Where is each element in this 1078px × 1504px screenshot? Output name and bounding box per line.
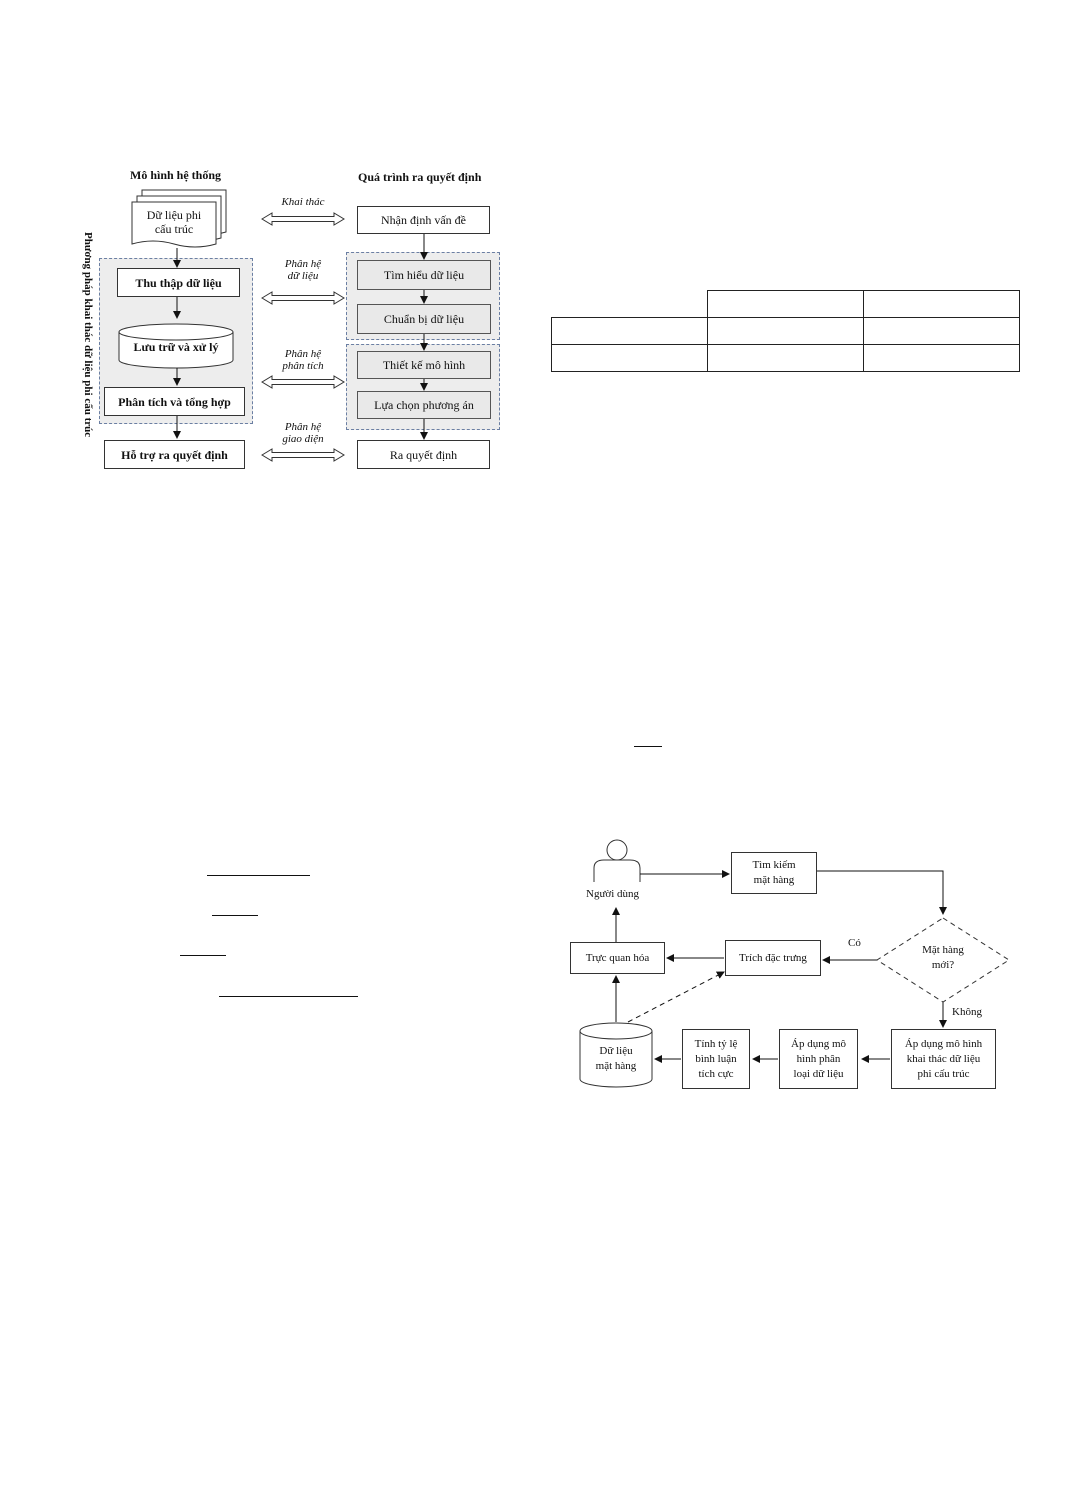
yes-label: Có bbox=[848, 937, 861, 949]
classification-model-box: Áp dụng mô hình phân loại dữ liệu bbox=[779, 1029, 858, 1089]
right-column-header: Quá trình ra quyết định bbox=[358, 170, 482, 184]
extract-features-box: Trích đặc trưng bbox=[725, 940, 821, 976]
positive-ratio-box: Tính tỷ lệ bình luận tích cực bbox=[682, 1029, 750, 1089]
search-items-box: Tìm kiếm mặt hàng bbox=[731, 852, 817, 894]
analyze-summarize-box: Phân tích và tổng hợp bbox=[104, 387, 245, 416]
prepare-data-box: Chuẩn bị dữ liệu bbox=[357, 304, 491, 334]
collect-data-box: Thu thập dữ liệu bbox=[117, 268, 240, 297]
user-icon bbox=[594, 840, 640, 882]
label-interface-subsystem: Phân hệ giao diện bbox=[282, 421, 324, 445]
understand-data-box: Tìm hiểu dữ liệu bbox=[357, 260, 491, 290]
vertical-method-label: Phương pháp khai thác dữ liệu phi cấu trúc bbox=[82, 232, 94, 438]
label-data-subsystem: Phân hệ dữ liệu bbox=[284, 258, 322, 282]
label-exploit: Khai thác bbox=[281, 196, 325, 208]
doc-stack-text: Dữ liệu phi cấu trúc bbox=[146, 208, 202, 236]
new-item-question: Mặt hàng mới? bbox=[922, 944, 964, 971]
choose-option-box: Lựa chọn phương án bbox=[357, 391, 491, 419]
make-decision-box: Ra quyết định bbox=[357, 440, 490, 469]
visualize-box: Trực quan hóa bbox=[570, 942, 665, 974]
left-column-header: Mô hình hệ thống bbox=[130, 168, 222, 182]
design-model-box: Thiết kế mô hình bbox=[357, 351, 491, 379]
user-label: Người dùng bbox=[586, 888, 640, 900]
label-analysis-subsystem: Phân hệ phân tích bbox=[282, 348, 324, 372]
no-label: Không bbox=[952, 1006, 982, 1018]
identify-problem-box: Nhận định vấn đề bbox=[357, 206, 490, 234]
decision-support-box: Hỗ trợ ra quyết định bbox=[104, 440, 245, 469]
store-process-label: Lưu trữ và xử lý bbox=[133, 340, 219, 354]
item-data-label: Dữ liệu mặt hàng bbox=[595, 1045, 637, 1072]
mining-model-box: Áp dụng mô hình khai thác dữ liệu phi cấu trúc bbox=[891, 1029, 996, 1089]
